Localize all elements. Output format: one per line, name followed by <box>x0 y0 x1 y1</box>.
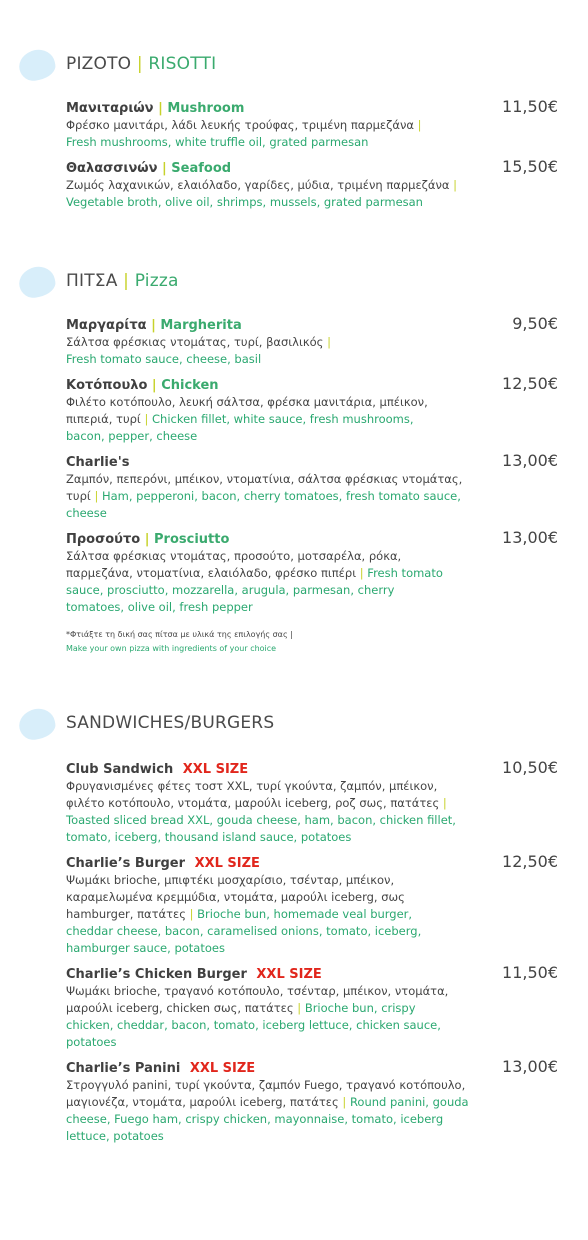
section-header <box>0 267 588 301</box>
menu-item-charlies-burger <box>66 852 566 957</box>
section-title: ΠΙΤΣΑ | Pizza <box>66 271 179 291</box>
section-bullet-blob <box>16 47 57 84</box>
section-title: ΡΙΖΟΤΟ | RISOTTI <box>66 54 217 74</box>
menu-item-margherita <box>66 314 566 368</box>
section-bullet-blob <box>16 706 57 743</box>
item-description: Σάλτσα φρέσκιας ντομάτας, τυρί, βασιλικός | Fresh tomato sauce, cheese, basil <box>66 335 331 366</box>
item-price: 12,50€ <box>502 852 558 871</box>
section-header <box>0 50 588 84</box>
item-name: Μαργαρίτα | Margherita <box>66 318 242 333</box>
menu-item-mushroom-risotto <box>66 97 566 151</box>
item-list <box>66 314 566 656</box>
menu-item-seafood-risotto <box>66 157 566 211</box>
section-header <box>0 709 588 743</box>
item-name: Club Sandwich XXL SIZE <box>66 762 249 777</box>
menu-item-chicken-pizza <box>66 374 566 445</box>
section-risotti <box>0 50 588 209</box>
section-sandwiches-burgers <box>0 709 588 1143</box>
item-description: Φιλέτο κοτόπουλο, λευκή σάλτσα, φρέσκα μανιτάρια, μπέικον, πιπεριά, τυρί | Chicken fillet, white sauce, fresh mushrooms, bacon, pepper, cheese <box>66 395 428 443</box>
item-description: Ζαμπόν, πεπερόνι, μπέικον, ντοματίνια, σάλτσα φρέσκιας ντομάτας, τυρί | Ham, pepperoni, bacon, cherry tomatoes, fresh tomato sauce, cheese <box>66 472 463 520</box>
menu-item-charlies-pizza <box>66 451 566 522</box>
item-description: Φρέσκο μανιτάρι, λάδι λευκής τρούφας, τριμένη παρμεζάνα | Fresh mushrooms, white truffle oil, grated parmesan <box>66 118 422 149</box>
item-list <box>66 97 566 220</box>
item-price: 12,50€ <box>502 374 558 393</box>
item-name: Θαλασσινών | Seafood <box>66 161 232 176</box>
xxl-size-badge: XXL SIZE <box>256 967 322 982</box>
xxl-size-badge: XXL SIZE <box>189 1061 256 1076</box>
item-name: Κοτόπουλο | Chicken <box>66 378 219 393</box>
item-price: 13,00€ <box>502 528 558 547</box>
section-title: SANDWICHES/BURGERS <box>66 713 275 733</box>
section-bullet-blob <box>16 264 57 301</box>
item-name: Charlie’s Chicken Burger XXL SIZE <box>66 967 322 982</box>
item-name: Charlie’s Burger XXL SIZE <box>66 856 260 871</box>
xxl-size-badge: XXL SIZE <box>194 856 260 871</box>
item-name: Charlie's <box>66 455 130 470</box>
item-price: 13,00€ <box>502 451 558 470</box>
section-pizza <box>0 267 588 653</box>
xxl-size-badge: XXL SIZE <box>182 762 249 777</box>
item-description: Ψωμάκι brioche, τραγανό κοτόπουλο, τσένταρ, μπέικον, ντομάτα, μαρούλι iceberg, chicken σως, πατάτες | Brioche bun, crispy chicken, cheddar, bacon, tomato, iceberg lettuce, chicken sauce, potatoes <box>66 984 449 1049</box>
item-name: Προσούτο | Prosciutto <box>66 532 230 547</box>
item-price: 15,50€ <box>502 157 558 176</box>
item-price: 13,00€ <box>502 1057 558 1076</box>
item-list <box>66 758 566 1154</box>
item-price: 11,50€ <box>502 963 558 982</box>
item-price: 9,50€ <box>512 314 558 333</box>
item-price: 10,50€ <box>502 758 558 777</box>
menu-item-charlies-panini <box>66 1057 566 1145</box>
menu-item-prosciutto <box>66 528 566 616</box>
item-description: Σάλτσα φρέσκιας ντομάτας, προσούτο, μοτσαρέλα, ρόκα, παρμεζάνα, ντοματίνια, ελαιόλαδο, φρέσκο πιπέρι | Fresh tomato sauce, prosciutto, mozzarella, arugula, parmesan, cherry tomatoes, olive oil, fresh pepper <box>66 549 443 614</box>
item-price: 11,50€ <box>502 97 558 116</box>
menu-item-club-sandwich <box>66 758 566 846</box>
menu-item-charlies-chicken-burger <box>66 963 566 1051</box>
item-description: Φρυγανισμένες φέτες τοστ XXL, τυρί γκούντα, ζαμπόν, μπέικον, φιλέτο κοτόπουλο, ντομάτα, μαρούλι iceberg, ροζ σως, πατάτες | Toasted sliced bread XXL, gouda cheese, ham, bacon, chicken fillet, tomato, iceberg, thousand island sauce, potatoes <box>66 779 456 844</box>
item-description: Ζωμός λαχανικών, ελαιόλαδο, γαρίδες, μύδια, τριμένη παρμεζάνα | Vegetable broth, olive oil, shrimps, mussels, grated parmesan <box>66 178 458 209</box>
item-name: Μανιταριών | Mushroom <box>66 101 245 116</box>
item-name: Charlie’s Panini XXL SIZE <box>66 1061 256 1076</box>
item-description: Στρογγυλό panini, τυρί γκούντα, ζαμπόν Fuego, τραγανό κοτόπουλο, μαγιονέζα, ντομάτα, μαρούλι iceberg, πατάτες | Round panini, gouda cheese, Fuego ham, crispy chicken, mayonnaise, tomato, iceberg lettuce, potatoes <box>66 1078 469 1143</box>
item-description: Ψωμάκι brioche, μπιφτέκι μοσχαρίσιο, τσένταρ, μπέικον, καραμελωμένα κρεμμύδια, ντομάτα, μαρούλι iceberg, σως hamburger, πατάτες | Brioche bun, homemade veal burger, cheddar cheese, bacon, caramelised onions, tomato, iceberg, hamburger sauce, potatoes <box>66 873 422 955</box>
make-your-own-note: *Φτιάξτε τη δική σας πίτσα με υλικά της επιλογής σας | Make your own pizza with ingredients of your choice <box>66 630 293 653</box>
